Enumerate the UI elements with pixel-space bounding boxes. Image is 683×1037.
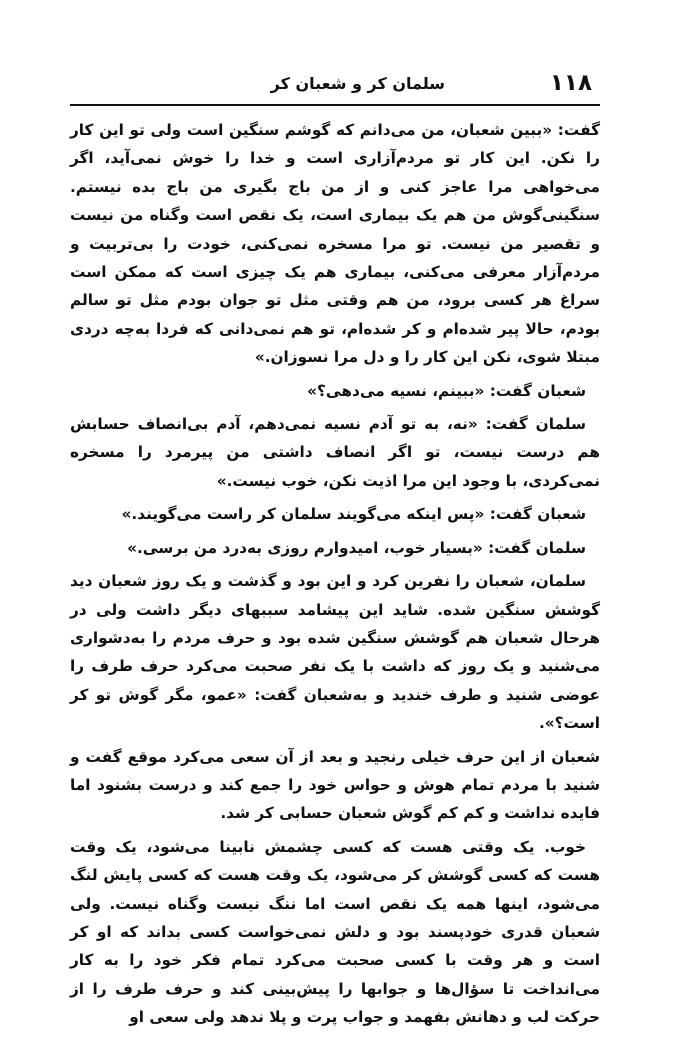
paragraph: سلمان گفت: «نه، به تو آدم نسیه نمی‌دهم، آدم بی‌انصاف حسابش هم درست نیست، تو اگر انصاف داشتی من پیرمرد را مسخره نمی‌کردی، با وجود این مرا اذیت نکن، خوب نیست.» xyxy=(70,415,600,490)
header-rule xyxy=(70,104,600,106)
body-text xyxy=(70,116,600,1037)
paragraph: خوب. یک وقتی هست که کسی چشمش نابینا می‌شود، یک وقت هست که کسی گوشش کر می‌شود، یک وقت هست که کسی پایش لنگ می‌شود، اینها همه یک نقص است اما ننگ نیست وگناه نیست. ولی شعبان قدری خودپسند بود و دلش نمی‌خواست کسی بداند که او کر است و هر وقت با کسی صحبت می‌کرد تمام فکر خود را به کار می‌انداخت تا سؤال‌ها و جوابها را پیش‌بینی کند و حرف طرف را از حرکت لب و دهانش بفهمد و جواب پرت و پلا ندهد ولی سعی او xyxy=(70,837,600,1027)
running-title: سلمان کر و شعبان کر xyxy=(270,74,445,93)
paragraph: سلمان گفت: «بسیار خوب، امیدوارم روزی به‌درد من برسی.» xyxy=(127,538,586,557)
page-number: ۱۱۸ xyxy=(549,70,592,96)
paragraph: شعبان گفت: «پس اینکه می‌گویند سلمان کر راست می‌گویند.» xyxy=(121,505,586,524)
page-header xyxy=(70,66,600,106)
paragraph: گفت: «ببین شعبان، من می‌دانم که گوشم سنگین است ولی تو این کار را نکن. این کار تو مردم‌آزاری است و خدا را خوش نمی‌آید، اگر می‌خواهی مرا عاجز کنی و از من باج بگیری من باج بده نیستم. سنگینی‌گوش من هم یک بیماری است، یک نقص است وگناه من نیست و تقصیر من نیست. تو مرا مسخره نمی‌کنی، خودت را بی‌تربیت و مردم‌آزار معرفی می‌کنی، بیماری هم یک چیزی است که ممکن است سراغ هر کسی برود، من هم وقتی مثل تو جوان بودم مثل تو سالم بودم، حالا پیر شده‌ام و کر شده‌ام، تو هم نمی‌دانی که فردا به‌چه دردی مبتلا شوی، نکن این کار را و دل مرا نسوزان.» xyxy=(70,121,600,367)
paragraph: شعبان از این حرف خیلی رنجید و بعد از آن سعی می‌کرد موقع گفت و شنید با مردم تمام هوش و حواس خود را جمع کند و درست بشنود اما فایده نداشت و کم کم گوش شعبان حسابی کر شد. xyxy=(70,747,600,823)
paragraph: سلمان، شعبان را نفرین کرد و این بود و گذشت و یک روز شعبان دید گوشش سنگین شده. شاید این پیشامد سببهای دیگر داشت ولی در هرحال شعبان هم گوشش سنگین شده بود و حرف مردم را به‌دشواری می‌شنید و یک روز که داشت با یک نفر صحبت می‌کرد حرف طرف را عوضی شنید و طرف خندید و به‌شعبان گفت: «عمو، مگر گوش تو کر است؟». xyxy=(70,572,600,733)
paragraph: شعبان گفت: «ببینم، نسیه می‌دهی؟» xyxy=(307,381,586,400)
